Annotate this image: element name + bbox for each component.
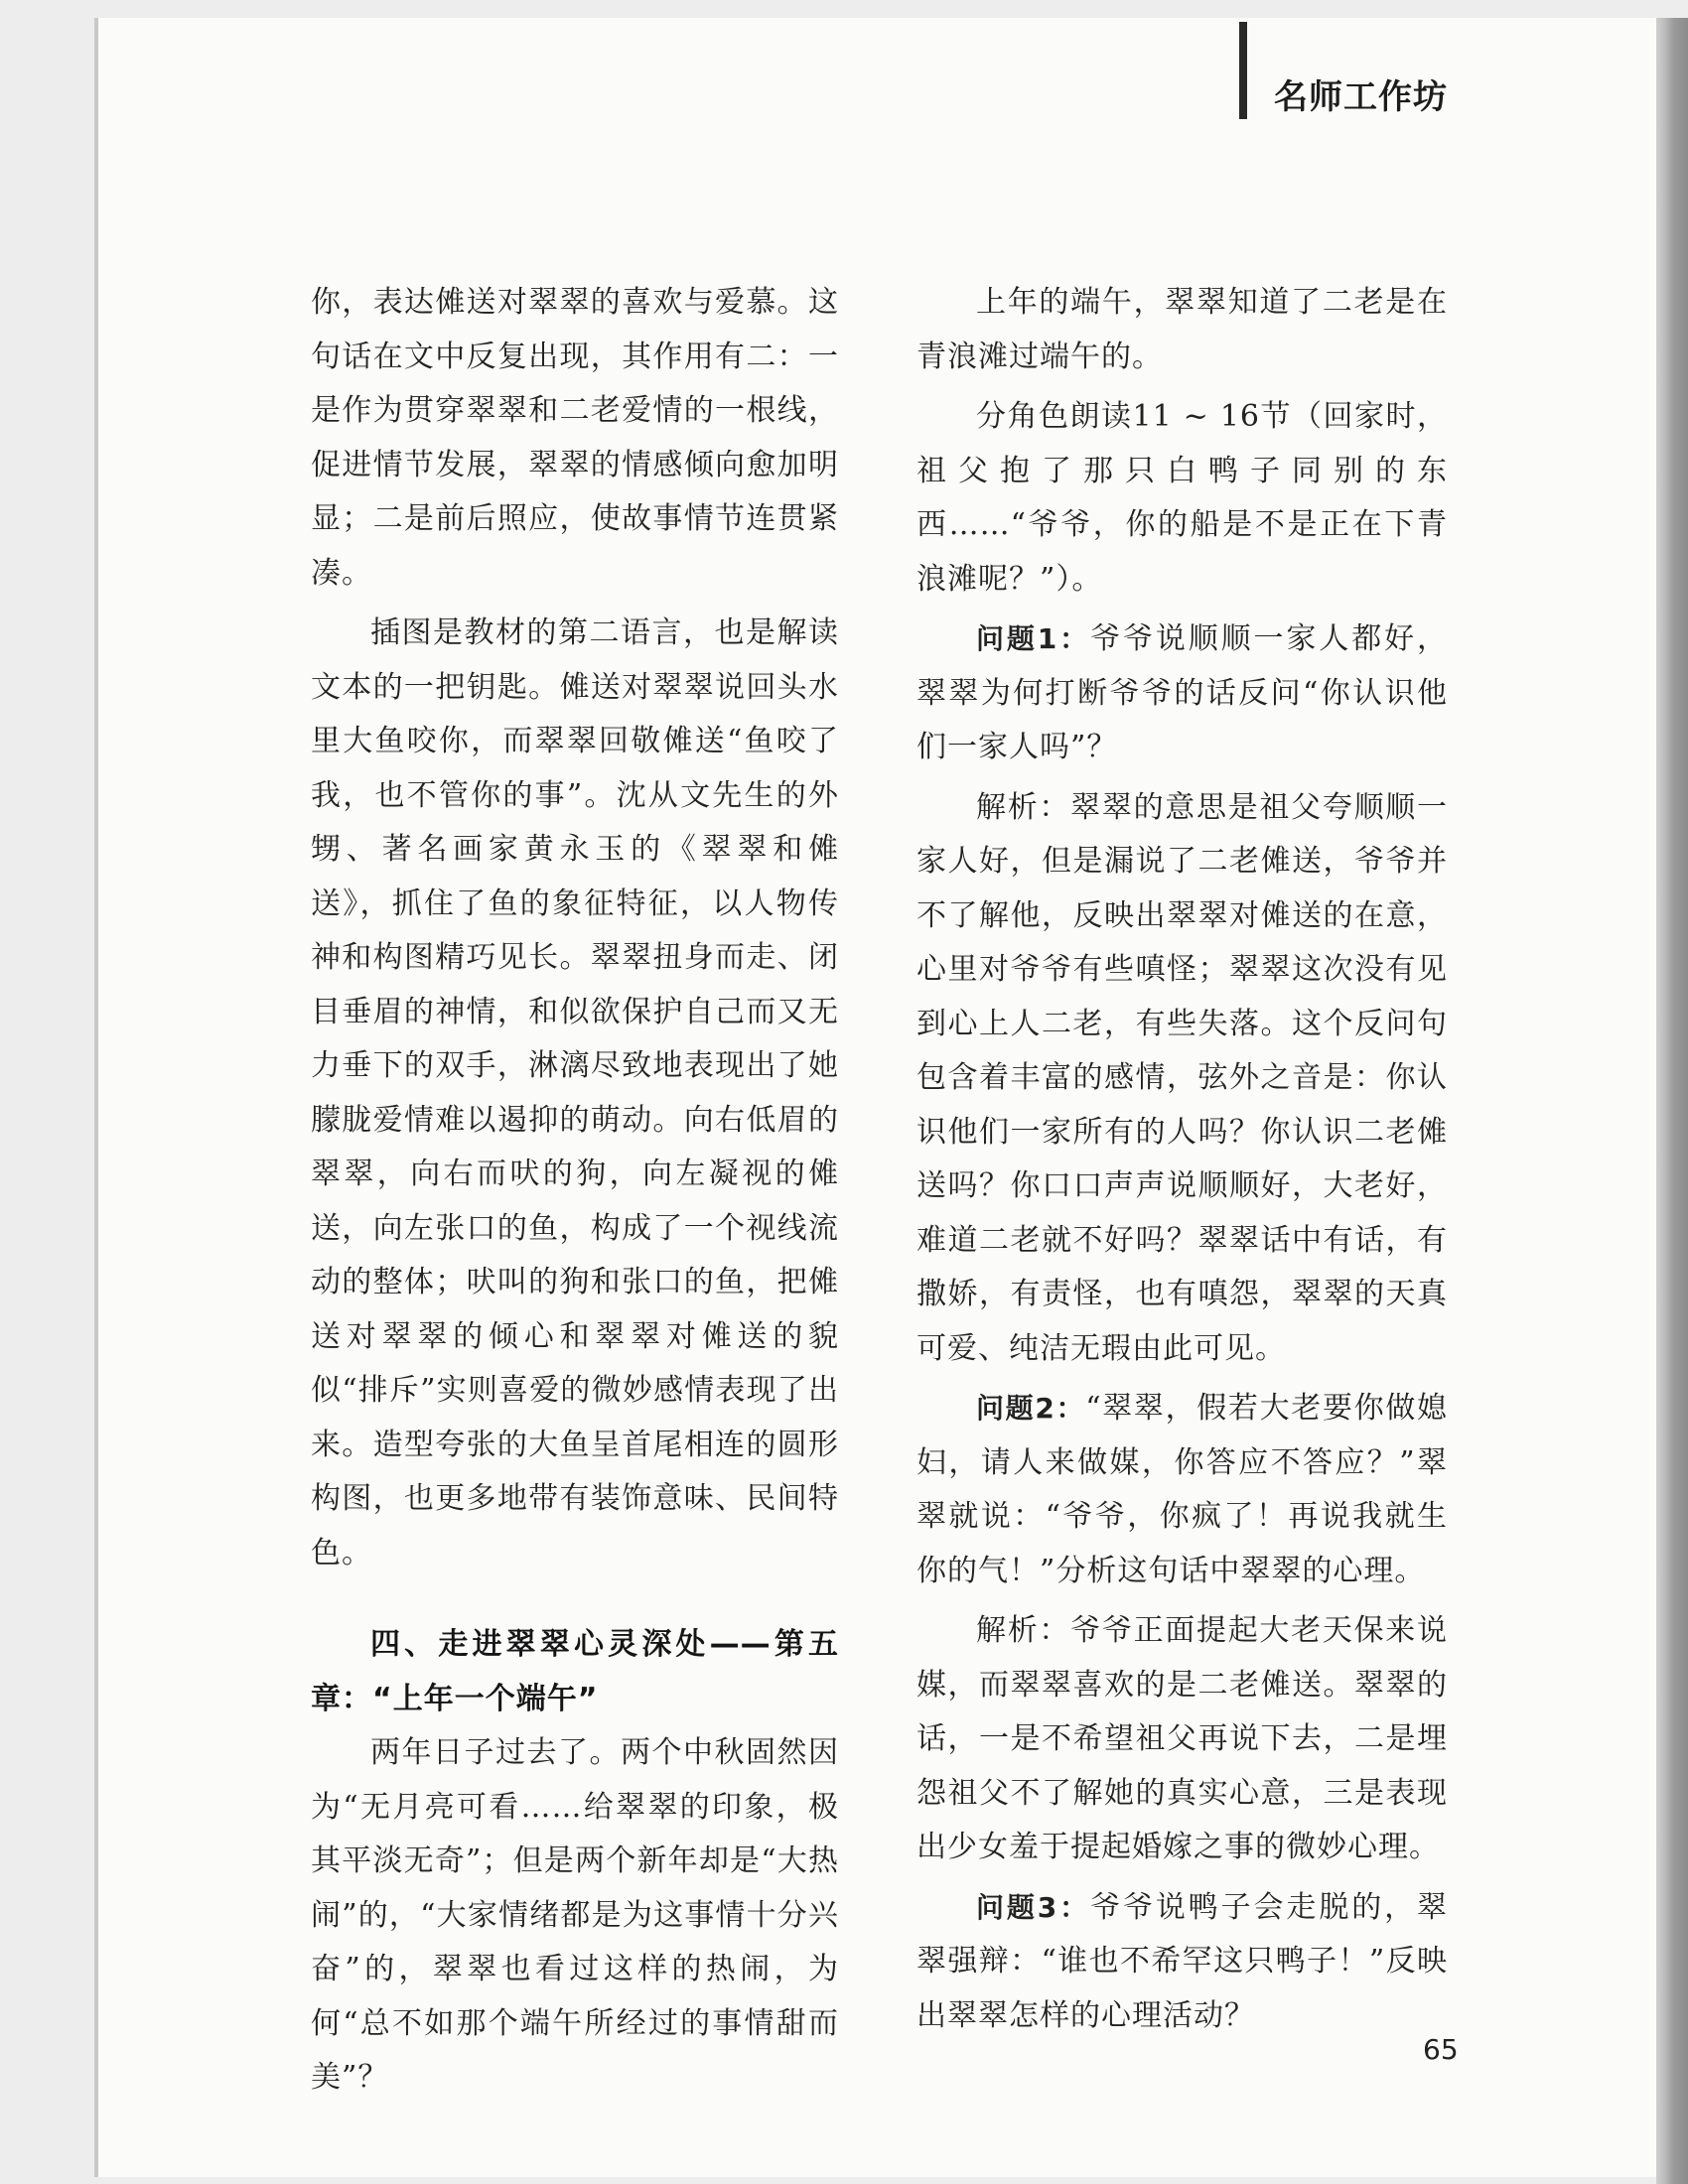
question-3: [916, 1881, 1448, 2044]
question-2-label: 问题2：: [976, 1392, 1086, 1425]
question-2: [916, 1382, 1448, 1598]
right-paragraph-1: 上年的端午，翠翠知道了二老是在青浪滩过端午的。: [916, 285, 1448, 374]
left-paragraph-2: 插图是教材的第二语言，也是解读文本的一把钥匙。傩送对翠翠说回头水里大鱼咬你，而翠翠回敬傩送“鱼咬了我，也不管你的事”。沈从文先生的外甥、著名画家黄永玉的《翠翠和傩送》，抓住了鱼的象征特征，以人物传神和构图精巧见长。翠翠扭身而走、闭目垂眉的神情，和似欲保护自己而又无力垂下的双手，淋漓尽致地表现出了她朦胧爱情难以遏抑的萌动。向右低眉的翠翠，向右而吠的狗，向左凝视的傩送，向左张口的鱼，构成了一个视线流动的整体；吠叫的狗和张口的鱼，把傩送对翠翠的倾心和翠翠对傩送的貌似“排斥”实则喜爱的微妙感情表现了出来。造型夸张的大鱼呈首尾相连的圆形构图，也更多地带有装饰意味、民间特色。: [311, 615, 839, 1570]
book-spine-edge: [1656, 18, 1688, 2184]
right-paragraph-2: 分角色朗读11 ~ 16节（回家时，祖父抱了那只白鸭子同别的东西……“爷爷，你的船是不是正在下青浪滩呢？”）。: [916, 399, 1448, 597]
page-number: 65: [1423, 2033, 1459, 2066]
analysis-1: 解析：翠翠的意思是祖父夸顺顺一家人好，但是漏说了二老傩送，爷爷并不了解他，反映出翠翠对傩送的在意，心里对爷爷有些嗔怪；翠翠这次没有见到心上人二老，有些失落。这个反问句包含着丰富的感情，弦外之音是：你认识他们一家所有的人吗？你认识二老傩送吗？你口口声声说顺顺好，大老好，难道二老就不好吗？翠翠话中有话，有撒娇，有责怪，也有嗔怨，翠翠的天真可爱、纯洁无瑕由此可见。: [916, 789, 1448, 1366]
question-1-label: 问题1：: [976, 622, 1091, 655]
question-2-text: “翠翠，假若大老要你做媳妇，请人来做媒，你答应不答应？”翠翠就说：“爷爷，你疯了！再说我就生你的气！”分析这句话中翠翠的心理。: [916, 1391, 1448, 1588]
left-column: [311, 276, 839, 2106]
left-paragraph-1: 你，表达傩送对翠翠的喜欢与爱慕。这句话在文中反复出现，其作用有二：一是作为贯穿翠翠和二老爱情的一根线，促进情节发展，翠翠的情感倾向愈加明显；二是前后照应，使故事情节连贯紧凑。: [311, 285, 839, 591]
page-left-edge: [94, 18, 98, 2177]
section-heading: 四、走进翠翠心灵深处——第五章：“上年一个端午”: [311, 1627, 839, 1716]
section-title: 名师工作坊: [1274, 77, 1448, 117]
right-column: [916, 276, 1448, 2043]
left-paragraph-3: 两年日子过去了。两个中秋固然因为“无月亮可看……给翠翠的印象，极其平淡无奇”；但是两个新年却是“大热闹”的，“大家情绪都是为这事情十分兴奋”的，翠翠也看过这样的热闹，为何“总不如那个端午所经过的事情甜而美”？: [311, 1735, 839, 2095]
question-1: [916, 613, 1448, 775]
question-1-text: 爷爷说顺顺一家人都好，翠翠为何打断爷爷的话反问“你认识他们一家人吗”？: [916, 621, 1449, 764]
analysis-2: 解析：爷爷正面提起大老天保来说媒，而翠翠喜欢的是二老傩送。翠翠的话，一是不希望祖父再说下去，二是埋怨祖父不了解她的真实心意，三是表现出少女羞于提起婚嫁之事的微妙心理。: [916, 1613, 1448, 1864]
question-3-label: 问题3：: [976, 1890, 1091, 1924]
header-accent-bar: [1239, 22, 1247, 119]
question-3-text: 爷爷说鸭子会走脱的，翠翠强辩：“谁也不希罕这只鸭子！”反映出翠翠怎样的心理活动？: [916, 1889, 1449, 2033]
